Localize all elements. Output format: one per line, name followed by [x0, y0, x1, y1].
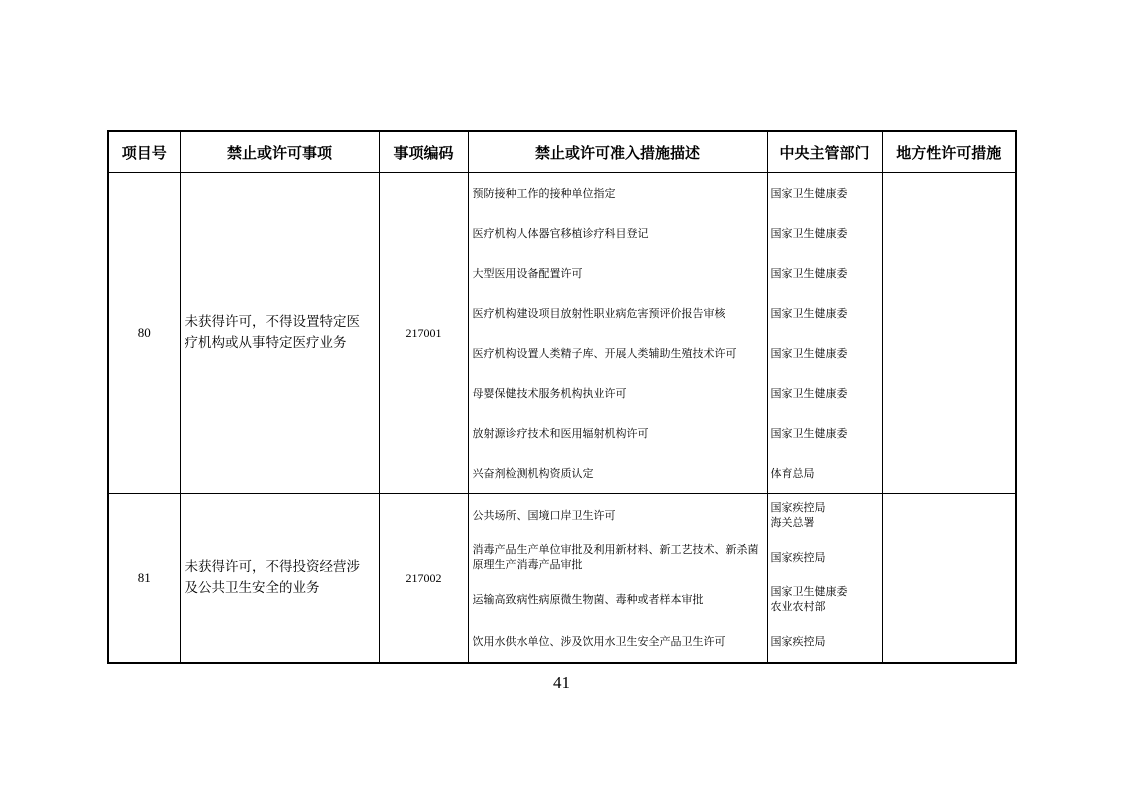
license-table [107, 130, 1017, 664]
department-entry [768, 453, 882, 493]
local-measures [882, 494, 1016, 664]
item-code: 217002 [379, 494, 468, 664]
department-entry [768, 620, 882, 662]
measure-description: 医疗机构建设项目放射性职业病危害预评价报告审核 [472, 306, 726, 320]
measure-description: 放射源诊疗技术和医用辐射机构许可 [472, 426, 649, 440]
measure-description: 预防接种工作的接种单位指定 [472, 186, 616, 200]
measure-description: 大型医用设备配置许可 [472, 266, 583, 280]
department-name: 农业农村部 [770, 600, 826, 613]
department-name: 国家疾控局 [770, 550, 826, 564]
header-restricted-item: 禁止或许可事项 [180, 131, 379, 173]
header-local-measures: 地方性许可措施 [882, 131, 1016, 173]
department-name: 国家卫生健康委 [770, 346, 848, 360]
page-number: 41 [553, 673, 570, 692]
department-name: 体育总局 [770, 466, 815, 480]
measure-description: 医疗机构人体器官移植诊疗科目登记 [472, 226, 649, 240]
measure-description: 医疗机构设置人类精子库、开展人类辅助生殖技术许可 [472, 346, 737, 360]
department-entry [768, 333, 882, 373]
department-entry [768, 536, 882, 578]
central-departments [767, 173, 882, 494]
department-name: 国家卫生健康委 [770, 386, 848, 400]
header-item-number: 项目号 [108, 131, 180, 173]
department-entry [768, 373, 882, 413]
department-name: 国家卫生健康委 [770, 186, 848, 200]
department-name: 国家卫生健康委 [770, 266, 848, 280]
measure-description: 公共场所、国境口岸卫生许可 [472, 508, 616, 522]
table-row [108, 494, 1016, 664]
header-row [108, 131, 1016, 173]
central-departments [767, 494, 882, 664]
department-name: 国家卫生健康委 [770, 585, 848, 598]
measure-descriptions [468, 494, 767, 664]
measure-description: 母婴保健技术服务机构执业许可 [472, 386, 627, 400]
item-name: 未获得许可，不得设置特定医疗机构或从事特定医疗业务 [180, 173, 379, 494]
department-entry [768, 578, 882, 620]
department-entry [768, 213, 882, 253]
item-number: 80 [108, 173, 180, 494]
department-name: 国家疾控局 [770, 501, 826, 514]
department-entry [768, 494, 882, 536]
header-measure-description: 禁止或许可准入措施描述 [468, 131, 767, 173]
department-name: 海关总署 [770, 516, 815, 529]
measure-descriptions [468, 173, 767, 494]
department-entry [768, 413, 882, 453]
department-entry [768, 293, 882, 333]
department-name: 国家卫生健康委 [770, 306, 848, 320]
item-code: 217001 [379, 173, 468, 494]
measure-description: 兴奋剂检测机构资质认定 [472, 466, 594, 480]
measure-description: 消毒产品生产单位审批及利用新材料、新工艺技术、新杀菌原理生产消毒产品审批 [472, 543, 759, 571]
department-name: 国家卫生健康委 [770, 426, 848, 440]
measure-description: 运输高致病性病原微生物菌、毒种或者样本审批 [472, 592, 704, 606]
header-central-department: 中央主管部门 [767, 131, 882, 173]
department-entry [768, 253, 882, 293]
department-entry [768, 173, 882, 213]
department-name: 国家卫生健康委 [770, 226, 848, 240]
item-name: 未获得许可，不得投资经营涉及公共卫生安全的业务 [180, 494, 379, 664]
department-name: 国家疾控局 [770, 634, 826, 648]
table-row [108, 173, 1016, 494]
local-measures [882, 173, 1016, 494]
header-item-code: 事项编码 [379, 131, 468, 173]
measure-description: 饮用水供水单位、涉及饮用水卫生安全产品卫生许可 [472, 634, 726, 648]
item-number: 81 [108, 494, 180, 664]
